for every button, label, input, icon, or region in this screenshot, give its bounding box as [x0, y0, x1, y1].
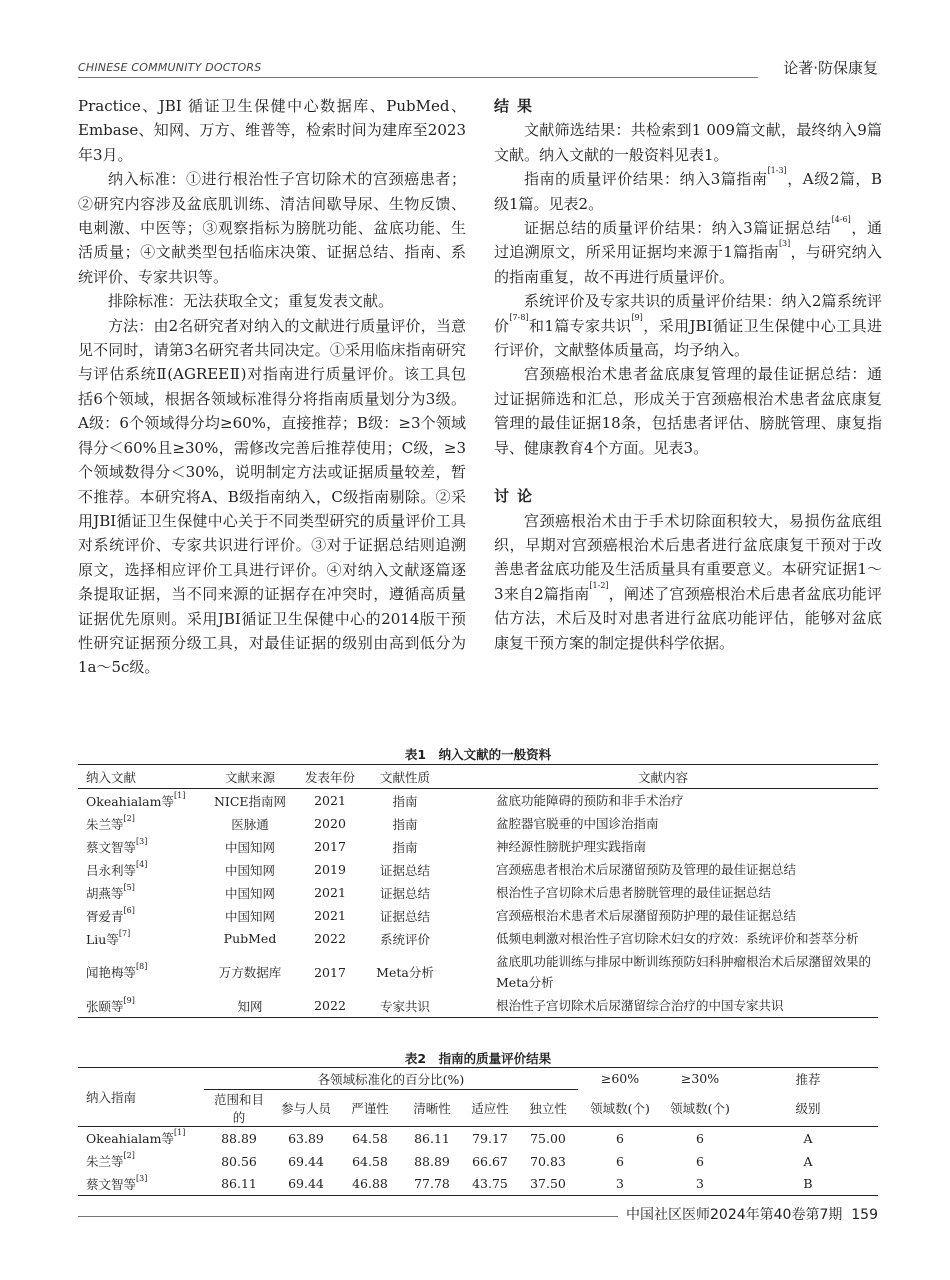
page-number: 159 — [851, 1207, 878, 1223]
paragraph-discussion: 宫颈癌根治术由于手术切除面积较大，易损伤盆底组织，早期对宫颈癌根治术后患者进行盆底康复干预对于改善患者盆底功能及生活质量具有重要意义。本研究证据1～3来自2篇指南[1-2]，阐述了宫颈癌根治术后患者盆底功能评估方法，术后及时对患者进行盆底功能评估，能够对盆底康复干预方案的制定提供科学依据。 — [494, 511, 882, 652]
t1-cell-author: 张颐等[9] — [86, 995, 135, 1014]
citation: [2] — [123, 813, 135, 823]
table2 — [78, 1067, 878, 1196]
t2-cell-ge30: 6 — [696, 1130, 704, 1146]
t1-cell-year: 2021 — [314, 908, 346, 923]
t1-cell-author: Liu等[7] — [86, 928, 131, 947]
t1-cell-source: 中国知网 — [224, 885, 275, 901]
t1-cell-source: 中国知网 — [224, 908, 275, 924]
t2-cell-ge60: 6 — [616, 1153, 624, 1169]
t2-cell-score: 80.56 — [221, 1153, 257, 1169]
citation: [3] — [136, 836, 148, 846]
t2-cell-guideline: Okeahialam等[1] — [86, 1128, 186, 1147]
t1-col-type: 文献性质 — [362, 765, 448, 789]
t2-col-ge60-line1: ≥60% — [600, 1071, 640, 1087]
paragraph-guideline-quality: 指南的质量评价结果：纳入3篇指南[1-3]，A级2篇，B级1篇。见表2。 — [494, 166, 883, 213]
t1-cell-year: 2021 — [314, 885, 346, 900]
t1-cell-source: 中国知网 — [224, 839, 275, 855]
citation: [1] — [173, 790, 186, 800]
paragraph-methods: 方法：由2名研究者对纳入的文献进行质量评价，当意见不同时，请第3名研究者共同决定。①采用临床指南研究与评估系统Ⅱ(AGREEⅡ)对指南进行质量评价。该工具包括6个领域，根据各领域标准得分将指南质量划分为3级。A级：6个领域得分均≥60%，直接推荐；B级：≥3个领域得分＜60%且≥30%，需修改完善后推荐使用；C级，≥3个领域数得分＜30%，说明制定方法或证据质量较差，暂不推荐。本研究将A、B级指南纳入，C级指南剔除。②采用JBI循证卫生保健中心关于不同类型研究的质量评价工具对系统评价、专家共识进行评价。③对于证据总结则追溯原文，选择相应评价工具进行评价。④对纳入文献逐篇逐条提取证据，当不同来源的证据存在冲突时，遵循高质量证据优先原则。采用JBI循证卫生保健中心的2014版干预性研究证据预分级工具，对最佳证据的级别由高到低分为1a～5c级。 — [78, 316, 466, 677]
citation: [7-8] — [509, 312, 529, 322]
results-heading: 结果 — [494, 97, 541, 115]
citation: [2] — [123, 1151, 135, 1160]
t1-cell-content: 根治性子宫切除术后尿潴留综合治疗的中国专家共识 — [496, 998, 784, 1013]
paragraph-evidence-summary: 证据总结的质量评价结果：纳入3篇证据总结[4-6]，通过追溯原文，所采用证据均来源于1篇指南[3]，与研究纳入的指南重复，故不再进行质量评价。 — [494, 215, 882, 286]
footer — [626, 1204, 878, 1224]
t2-cell-score: 69.44 — [288, 1153, 324, 1169]
citation: [1] — [173, 1128, 186, 1138]
citation: [4-6] — [831, 215, 851, 225]
t2-cell-score: 69.44 — [288, 1176, 324, 1192]
t2-domain-clarity: 清晰性 — [402, 1090, 462, 1127]
t1-cell-type: 指南 — [392, 816, 418, 832]
t2-cell-score: 64.58 — [352, 1130, 388, 1146]
t2-cell-score: 86.11 — [414, 1130, 450, 1146]
citation: [3] — [778, 239, 791, 249]
t1-cell-type: 指南 — [392, 793, 418, 809]
t1-cell-year: 2020 — [314, 816, 346, 831]
t2-col-ge60-line2: 领域数(个) — [578, 1090, 662, 1127]
t2-cell-score: 64.58 — [352, 1153, 388, 1169]
t1-cell-year: 2017 — [314, 964, 346, 980]
table-row — [78, 789, 878, 813]
t2-cell-score: 88.89 — [414, 1153, 450, 1169]
table-row — [78, 1127, 878, 1150]
t1-cell-content: 盆底功能障碍的预防和非手术治疗 — [496, 793, 684, 808]
citation: [6] — [123, 905, 135, 915]
table-row — [78, 950, 878, 994]
t2-domain-applicability: 适应性 — [462, 1090, 518, 1127]
t2-cell-level: A — [803, 1153, 813, 1169]
table-row — [78, 812, 878, 835]
t1-cell-source: 万方数据库 — [218, 965, 282, 980]
t1-cell-author: 蔡文智等[3] — [86, 836, 148, 855]
t1-cell-source: 知网 — [237, 998, 263, 1014]
paragraph-search-sources: Practice、JBI 循证卫生保健中心数据库、PubMed、Embase、知网、万方、维普等，检索时间为建库至2023年3月。 — [78, 97, 466, 164]
t1-cell-content: 神经源性膀胱护理实践指南 — [496, 839, 647, 854]
table-row — [78, 1150, 878, 1173]
t2-col-ge30-line1: ≥30% — [680, 1071, 720, 1087]
table1 — [78, 764, 878, 1018]
discussion-heading: 讨论 — [494, 487, 541, 506]
citation: [9] — [123, 995, 135, 1005]
t1-cell-author: 朱兰等[2] — [86, 813, 135, 832]
table2-title: 表2 指南的质量评价结果 — [404, 1051, 552, 1066]
t1-cell-type: 证据总结 — [379, 862, 430, 878]
t1-cell-type: 专家共识 — [379, 998, 430, 1014]
t2-cell-ge60: 6 — [616, 1130, 624, 1146]
t2-domain-stakeholder: 参与人员 — [274, 1090, 338, 1127]
paragraph-screening: 文献筛选结果：共检索到1 009篇文献，最终纳入9篇文献。纳入文献的一般资料见表1。 — [494, 121, 882, 164]
t1-cell-type: 系统评价 — [379, 931, 430, 947]
t2-cell-ge30: 6 — [696, 1153, 704, 1169]
t2-cell-score: 86.11 — [221, 1176, 257, 1192]
table-row — [78, 881, 878, 904]
header-rule — [78, 77, 758, 78]
t1-col-source: 文献来源 — [202, 765, 298, 789]
paragraph-inclusion: 纳入标准：①进行根治性子宫切除术的宫颈癌患者；②研究内容涉及盆底肌训练、清洁间歇导尿、生物反馈、电刺激、中医等；③观察指标为膀胱功能、盆底功能、生活质量；④文献类型包括临床决策、证据总结、指南、系统评价、专家共识等。 — [78, 170, 466, 286]
table-row — [78, 904, 878, 927]
t1-col-author: 纳入文献 — [78, 765, 202, 789]
t2-cell-score: 43.75 — [472, 1176, 508, 1192]
table2-header-row — [78, 1068, 878, 1090]
citation: [9] — [631, 312, 643, 322]
citation: [8] — [136, 962, 148, 971]
table1-header-row — [78, 765, 878, 789]
journal-english-name: CHINESE COMMUNITY DOCTORS — [78, 61, 262, 74]
t2-domain-scope: 范围和目的 — [204, 1090, 274, 1127]
t1-cell-author: 吕永利等[4] — [86, 859, 148, 878]
t2-col-guideline: 纳入指南 — [78, 1068, 204, 1127]
t1-cell-source: 医脉通 — [231, 816, 269, 832]
table-row — [78, 1173, 878, 1196]
t1-cell-type: 证据总结 — [379, 885, 430, 901]
t2-cell-level: B — [803, 1176, 813, 1192]
t1-cell-content: 宫颈癌根治术患者术后尿潴留预防护理的最佳证据总结 — [496, 908, 797, 923]
t2-cell-score: 88.89 — [221, 1130, 257, 1146]
t2-cell-level: A — [803, 1130, 813, 1146]
t2-cell-score: 37.50 — [530, 1176, 566, 1192]
table-row — [78, 994, 878, 1018]
t1-cell-author: 胥爱青[6] — [86, 905, 135, 924]
table-row — [78, 858, 878, 881]
t1-cell-source: PubMed — [223, 931, 277, 946]
t1-cell-content: 宫颈癌患者根治术后尿潴留预防及管理的最佳证据总结 — [496, 862, 797, 877]
t1-cell-year: 2021 — [314, 793, 346, 808]
t2-col-level-line1: 推荐 — [795, 1071, 821, 1087]
t2-cell-ge30: 3 — [696, 1176, 704, 1192]
citation: [1-2] — [589, 580, 609, 590]
citation: [5] — [123, 882, 135, 892]
t2-cell-score: 70.83 — [530, 1153, 566, 1169]
t1-cell-type: 证据总结 — [379, 908, 430, 924]
t2-cell-guideline: 蔡文智等[3] — [86, 1173, 148, 1192]
t1-cell-year: 2019 — [314, 862, 346, 877]
t2-cell-score: 77.78 — [414, 1176, 450, 1192]
t2-cell-score: 66.67 — [472, 1153, 508, 1169]
paragraph-systematic-review: 系统评价及专家共识的质量评价结果：纳入2篇系统评价[7-8]和1篇专家共识[9]，采用JBI循证卫生保健中心工具进行评价，文献整体质量高，均予纳入。 — [494, 292, 882, 360]
table1-title: 表1 纳入文献的一般资料 — [404, 747, 552, 762]
t2-cell-guideline: 朱兰等[2] — [86, 1151, 135, 1169]
t1-cell-author: Okeahialam等[1] — [86, 790, 186, 809]
t1-cell-type: 指南 — [392, 839, 418, 855]
t1-cell-content: 低频电刺激对根治性子宫切除术妇女的疗效：系统评价和荟萃分析 — [496, 931, 859, 946]
section-label: 论著·防保康复 — [783, 59, 878, 77]
left-column — [78, 94, 466, 680]
table-row — [78, 927, 878, 950]
t1-cell-source: NICE指南网 — [213, 793, 287, 809]
table-row — [78, 835, 878, 858]
t1-cell-year: 2022 — [314, 931, 346, 946]
t1-cell-year: 2022 — [314, 998, 346, 1013]
t1-cell-source: 中国知网 — [224, 862, 275, 878]
citation: [7] — [118, 928, 131, 938]
footer-journal-issue: 中国社区医师2024年第40卷第7期 — [626, 1207, 843, 1223]
t1-cell-content: 盆底肌功能训练与排尿中断训练预防妇科肿瘤根治术后尿潴留效果的Meta分析 — [496, 954, 872, 990]
t1-col-content: 文献内容 — [448, 765, 878, 789]
t2-cell-ge60: 3 — [616, 1176, 624, 1192]
t1-col-year: 发表年份 — [298, 765, 362, 789]
t1-cell-author: 闻艳梅等[8] — [86, 962, 148, 980]
citation: [1-3] — [767, 166, 787, 176]
t1-cell-content: 盆腔器官脱垂的中国诊治指南 — [496, 816, 659, 831]
paragraph-best-evidence: 宫颈癌根治术患者盆底康复管理的最佳证据总结：通过证据筛选和汇总，形成关于宫颈癌根治术患者盆底康复管理的最佳证据18条，包括患者评估、膀胱管理、康复指导、健康教育4个方面。见表3。 — [494, 365, 882, 457]
t2-cell-score: 75.00 — [530, 1130, 566, 1146]
t2-cell-score: 46.88 — [352, 1176, 388, 1192]
t1-cell-type: Meta分析 — [376, 965, 434, 980]
t2-cell-score: 63.89 — [288, 1130, 324, 1146]
t1-cell-year: 2017 — [314, 839, 346, 854]
citation: [3] — [136, 1173, 148, 1183]
t2-domain-group-header: 各领域标准化的百分比(%) — [204, 1068, 578, 1090]
footer-rule — [78, 1216, 618, 1217]
t1-cell-author: 胡燕等[5] — [86, 882, 135, 901]
t2-col-level-line2: 级别 — [738, 1090, 878, 1127]
right-column — [494, 94, 882, 655]
citation: [4] — [136, 859, 148, 869]
paragraph-exclusion: 排除标准：无法获取全文；重复发表文献。 — [108, 292, 394, 311]
t2-domain-independence: 独立性 — [518, 1090, 578, 1127]
t2-domain-rigour: 严谨性 — [338, 1090, 402, 1127]
t2-cell-score: 79.17 — [472, 1130, 508, 1146]
t1-cell-content: 根治性子宫切除术后患者膀胱管理的最佳证据总结 — [496, 885, 772, 900]
t2-col-ge30-line2: 领域数(个) — [662, 1090, 738, 1127]
